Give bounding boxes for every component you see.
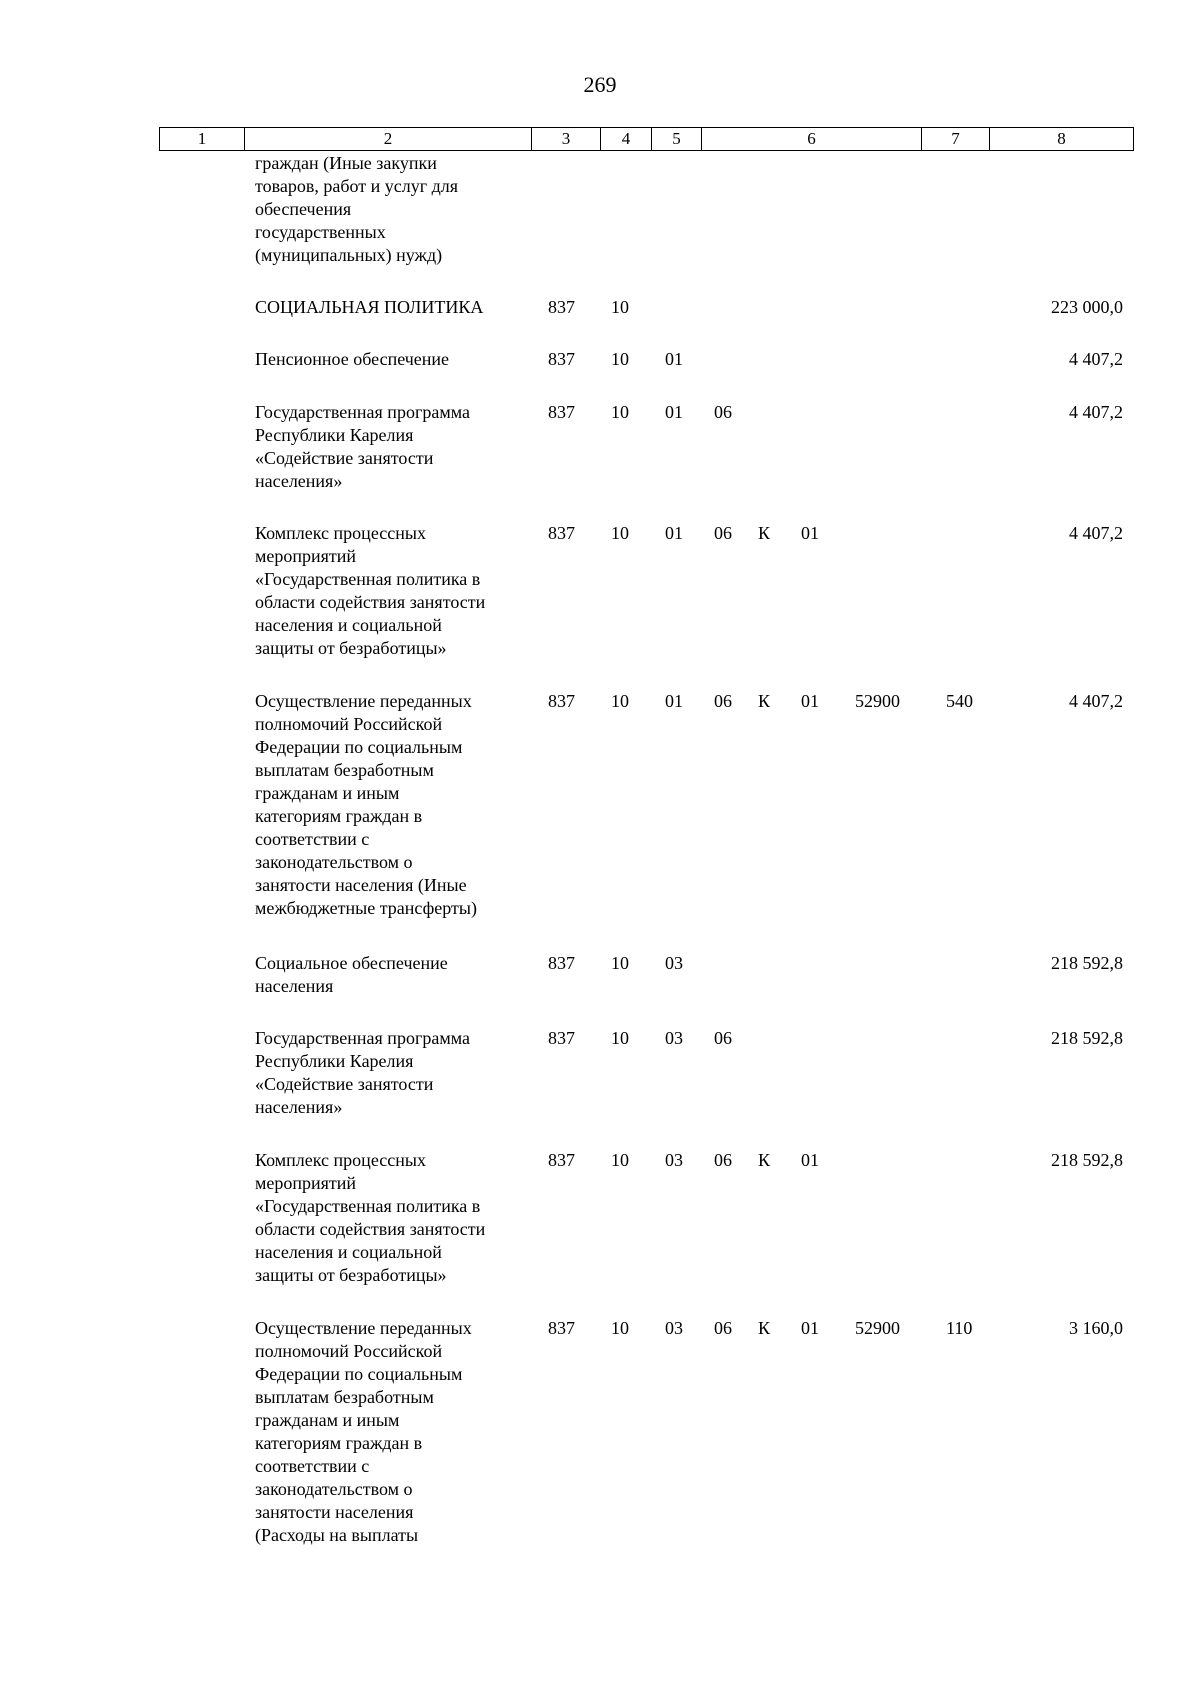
amount-col-8: 218 592,8 <box>1051 1028 1123 1048</box>
amount-col-8: 4 407,2 <box>1069 523 1123 543</box>
amount-col-8: 4 407,2 <box>1069 402 1123 422</box>
code-col-3: 837 <box>548 349 575 369</box>
row-name: СОЦИАЛЬНАЯ ПОЛИТИКА <box>255 297 484 317</box>
code-col-7: 540 <box>946 691 973 711</box>
code-col-6-letter: К <box>758 1150 771 1170</box>
code-col-3: 837 <box>548 523 575 543</box>
code-col-6-letter: К <box>758 1318 771 1338</box>
code-col-6-sub: 01 <box>801 691 819 711</box>
code-col-6-program: 06 <box>714 523 732 543</box>
code-col-5: 01 <box>665 523 683 543</box>
code-col-3: 837 <box>548 1028 575 1048</box>
code-col-5: 03 <box>665 1318 683 1338</box>
code-col-6-direction: 52900 <box>855 1318 900 1338</box>
row-name: Осуществление переданных полномочий Российской Федерации по социальным выплатам безработным гражданам и иным категориям граждан в соответствии с законодательством о занятости населения (Расходы на выплаты <box>255 1318 472 1545</box>
code-col-6-direction: 52900 <box>855 691 900 711</box>
header-col-1: 1 <box>160 128 245 150</box>
code-col-4: 10 <box>611 1028 629 1048</box>
code-col-6-letter: К <box>758 523 771 543</box>
header-col-4: 4 <box>601 128 652 150</box>
table-header <box>159 127 1134 151</box>
code-col-6-sub: 01 <box>801 523 819 543</box>
code-col-5: 01 <box>665 349 683 369</box>
row-name: Социальное обеспечение населения <box>255 953 448 996</box>
header-col-7: 7 <box>922 128 990 150</box>
amount-col-8: 218 592,8 <box>1051 1150 1123 1170</box>
code-col-6-program: 06 <box>714 1150 732 1170</box>
code-col-5: 01 <box>665 402 683 422</box>
header-col-2: 2 <box>245 128 532 150</box>
header-col-5: 5 <box>652 128 702 150</box>
code-col-4: 10 <box>611 953 629 973</box>
code-col-4: 10 <box>611 402 629 422</box>
amount-col-8: 4 407,2 <box>1069 691 1123 711</box>
code-col-4: 10 <box>611 349 629 369</box>
row-name: Государственная программа Республики Карелия «Содействие занятости населения» <box>255 1028 470 1117</box>
code-col-5: 03 <box>665 1150 683 1170</box>
code-col-5: 03 <box>665 953 683 973</box>
code-col-3: 837 <box>548 953 575 973</box>
code-col-3: 837 <box>548 402 575 422</box>
code-col-6-sub: 01 <box>801 1150 819 1170</box>
continuation-text: граждан (Иные закупки товаров, работ и услуг для обеспечения государственных (муниципальных) нужд) <box>255 153 459 265</box>
code-col-3: 837 <box>548 691 575 711</box>
row-name: Комплекс процессных мероприятий «Государственная политика в области содействия занятости населения и социальной защиты от безработицы» <box>255 523 486 658</box>
code-col-6-program: 06 <box>714 1028 732 1048</box>
header-col-3: 3 <box>532 128 601 150</box>
code-col-6-program: 06 <box>714 1318 732 1338</box>
code-col-6-sub: 01 <box>801 1318 819 1338</box>
code-col-4: 10 <box>611 1318 629 1338</box>
row-name: Государственная программа Республики Карелия «Содействие занятости населения» <box>255 402 470 491</box>
code-col-6-program: 06 <box>714 402 732 422</box>
header-col-8: 8 <box>1057 129 1066 148</box>
code-col-4: 10 <box>611 523 629 543</box>
code-col-7: 110 <box>946 1318 973 1338</box>
page-number: 269 <box>583 72 617 97</box>
code-col-4: 10 <box>611 691 629 711</box>
row-name: Осуществление переданных полномочий Российской Федерации по социальным выплатам безработным гражданам и иным категориям граждан в соответствии с законодательством о занятости населения (Иные межбюджетные трансферты) <box>255 691 477 918</box>
code-col-4: 10 <box>611 1150 629 1170</box>
amount-col-8: 4 407,2 <box>1069 349 1123 369</box>
code-col-3: 837 <box>548 1318 575 1338</box>
amount-col-8: 223 000,0 <box>1051 297 1123 317</box>
amount-col-8: 3 160,0 <box>1069 1318 1123 1338</box>
header-col-6: 6 <box>702 128 922 150</box>
row-name: Пенсионное обеспечение <box>255 349 450 369</box>
code-col-3: 837 <box>548 297 575 317</box>
code-col-3: 837 <box>548 1150 575 1170</box>
code-col-6-program: 06 <box>714 691 732 711</box>
amount-col-8: 218 592,8 <box>1051 953 1123 973</box>
row-name: Комплекс процессных мероприятий «Государственная политика в области содействия занятости населения и социальной защиты от безработицы» <box>255 1150 486 1285</box>
code-col-6-letter: К <box>758 691 771 711</box>
code-col-5: 01 <box>665 691 683 711</box>
code-col-5: 03 <box>665 1028 683 1048</box>
code-col-4: 10 <box>611 297 629 317</box>
